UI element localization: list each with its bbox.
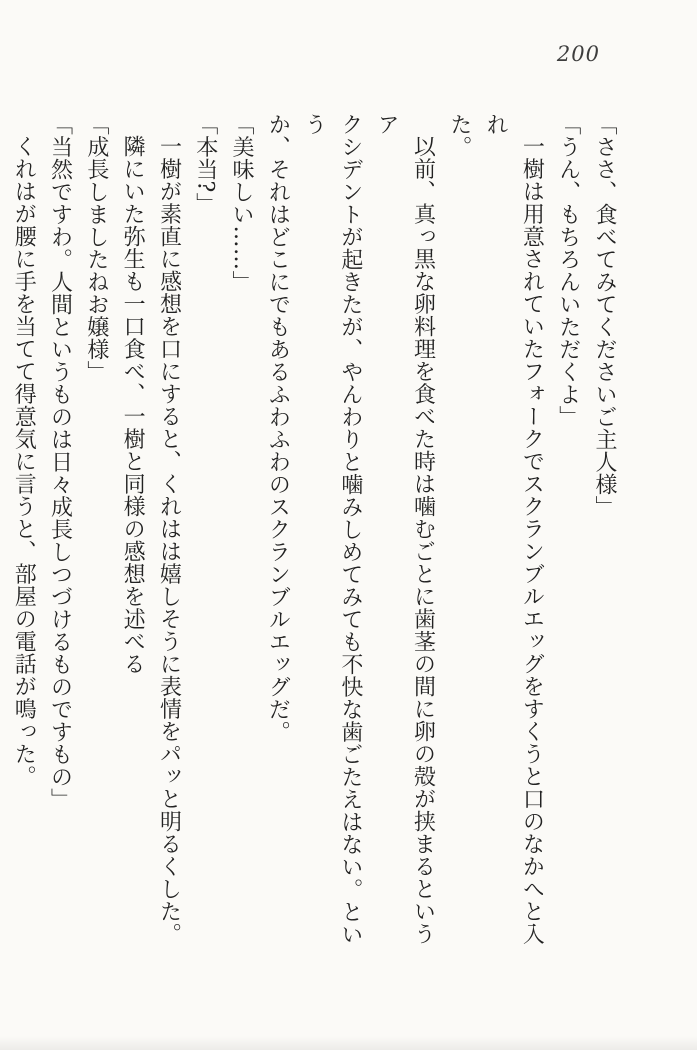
text-line: 「うん、もちろんいただくよ」 [555,113,581,428]
text-line: 隣にいた弥生も一口食べ、一樹と同様の感想を述べる [120,135,146,675]
text-line: クシデントが起きたが、やんわりと噛みしめてみても不快な歯ごたえはない。という [301,113,363,946]
text-line: 一樹は用意されていたフォークでスクランブルエッグをすくうと口のなかへと入れ [483,113,545,945]
text-line: くれはが腰に手を当てて得意気に言うと、部屋の電話が鳴った。 [11,135,37,788]
text-block [0,113,622,965]
text-line: 一樹が素直に感想を口にすると、くれはは嬉しそうに表情をパッと明るくした。 [156,135,182,945]
text-line: か、それはどこにでもあるふわふわのスクランブルエッグだ。 [265,113,291,743]
text-line: 「美味しい……」 [229,113,255,293]
text-line: た。 [446,113,472,158]
text-line: 「当然ですわ。人間というものは日々成長しつづけるものですもの」 [47,113,73,811]
text-line: 「本当?」 [192,113,218,216]
page-number: 200 [556,42,600,66]
text-line: 「ささ、食べてみてくださいご主人様」 [592,113,617,518]
text-line: 「成長しましたねお嬢様」 [83,113,109,383]
text-line: 以前、真っ黒な卵料理を食べた時は噛むごとに歯茎の間に卵の殻が挟まるというア [374,113,436,945]
